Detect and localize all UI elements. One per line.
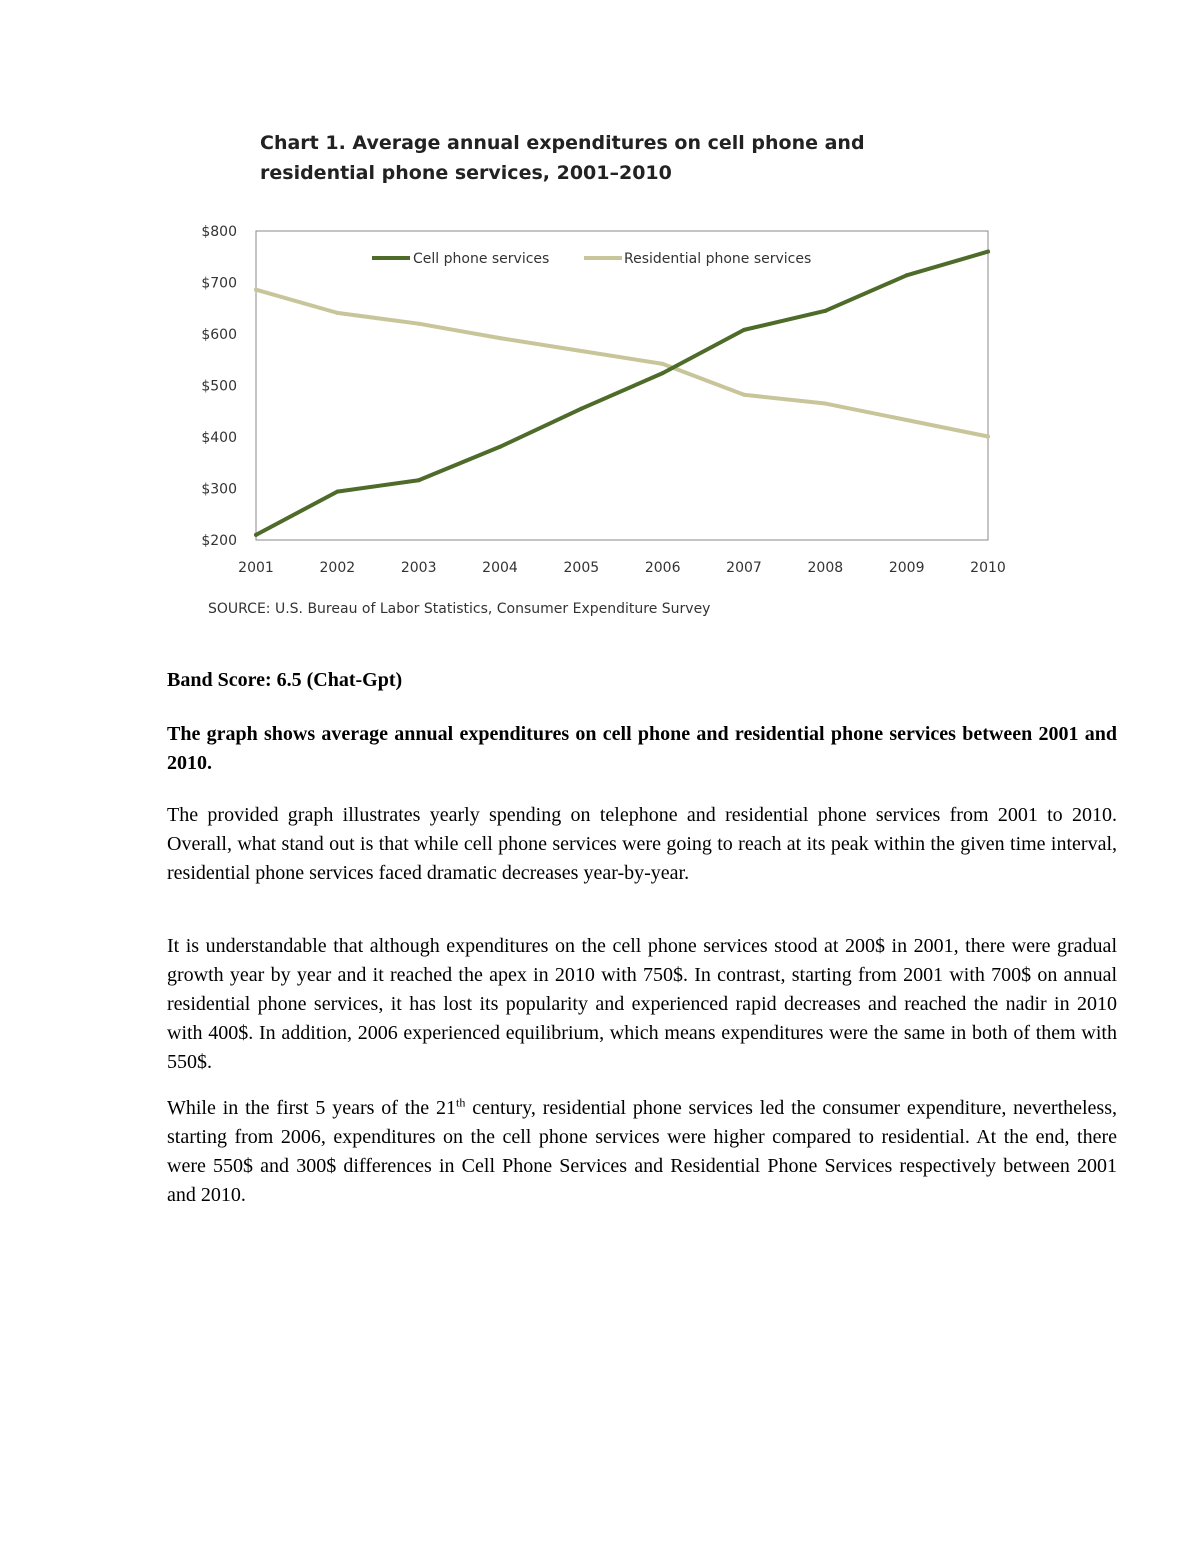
data-point-residential-phone-services xyxy=(417,322,421,326)
y-tick-label: $300 xyxy=(201,481,237,498)
chart-title: Chart 1. Average annual expenditures on cell phone and residential phone services, 2001–2010 xyxy=(260,132,865,184)
band-score-heading: Band Score: 6.5 (Chat-Gpt) xyxy=(167,669,403,691)
y-tick-label: $800 xyxy=(201,224,237,240)
data-point-cell-phone-services xyxy=(986,250,990,254)
legend-label: Cell phone services xyxy=(413,251,550,267)
data-point-residential-phone-services xyxy=(905,418,909,422)
data-point-residential-phone-services xyxy=(254,288,258,292)
series-line-cell-phone-services xyxy=(256,252,988,535)
data-point-residential-phone-services xyxy=(986,434,990,438)
data-point-cell-phone-services xyxy=(742,328,746,332)
chart-source-note: SOURCE: U.S. Bureau of Labor Statistics, Consumer Expenditure Survey xyxy=(208,601,711,617)
essay-paragraph-2: It is understandable that although expenditures on the cell phone services stood at 200$ in 2001, there were gradual growth year by year and it reached the apex in 2010 with 750$. In contrast, starting from 2001 with 700$ on annual residential phone services, it has lost its popularity and experienced rapid decreases and reached the nadir in 2010 with 400$. In addition, 2006 experienced equilibrium, which means expenditures were the same in both of them with 550$. xyxy=(167,935,1117,1073)
data-point-cell-phone-services xyxy=(823,309,827,313)
essay-paragraph-3 xyxy=(167,1094,1117,1210)
legend-label: Residential phone services xyxy=(624,251,812,267)
data-point-cell-phone-services xyxy=(661,371,665,375)
line-chart xyxy=(0,0,1200,640)
x-tick-label: 2003 xyxy=(400,560,437,576)
ordinal-superscript: th xyxy=(456,1095,466,1110)
data-point-residential-phone-services xyxy=(742,393,746,397)
x-tick-label: 2002 xyxy=(319,560,356,576)
y-tick-label: $400 xyxy=(201,430,237,446)
y-tick-label: $600 xyxy=(201,327,237,343)
x-tick-label: 2005 xyxy=(563,560,600,576)
y-tick-label: $200 xyxy=(201,533,237,549)
data-point-cell-phone-services xyxy=(579,407,583,411)
essay-paragraph-1: The provided graph illustrates yearly spending on telephone and residential phone services from 2001 to 2010. Overall, what stand out is that while cell phone services were going to reach at its peak within the given time interval, residential phone services faced dramatic decreases year-by-year. xyxy=(167,804,1117,884)
x-tick-label: 2004 xyxy=(482,560,518,576)
data-point-cell-phone-services xyxy=(335,490,339,494)
x-tick-label: 2006 xyxy=(644,560,681,576)
series-line-residential-phone-services xyxy=(256,290,988,437)
x-tick-label: 2009 xyxy=(888,560,925,576)
x-tick-label: 2007 xyxy=(726,560,762,576)
task-prompt: The graph shows average annual expenditures on cell phone and residential phone services between 2001 and 2010. xyxy=(167,723,1117,774)
data-point-residential-phone-services xyxy=(498,336,502,340)
plot-area-frame xyxy=(256,231,988,540)
data-point-residential-phone-services xyxy=(661,362,665,366)
data-point-cell-phone-services xyxy=(498,445,502,449)
x-tick-label: 2008 xyxy=(807,560,844,576)
essay-paragraph-3-part-2: century, residential phone services led the consumer expenditure, nevertheless, starting from 2006, expenditures on the cell phone services were higher compared to residential. At the end, there were 550$ and 300$ differences in Cell Phone Services and Residential Phone Services respectively between 2001 and 2010. xyxy=(167,1097,1117,1206)
data-point-cell-phone-services xyxy=(905,273,909,277)
x-tick-label: 2001 xyxy=(238,560,274,576)
data-point-cell-phone-services xyxy=(417,478,421,482)
y-tick-label: $500 xyxy=(201,378,237,395)
essay-paragraph-3-part-1: While in the first 5 years of the 21 xyxy=(167,1097,457,1119)
y-tick-label: $700 xyxy=(201,275,237,292)
data-point-residential-phone-services xyxy=(335,311,339,315)
data-point-residential-phone-services xyxy=(579,349,583,353)
data-point-residential-phone-services xyxy=(823,402,827,406)
data-point-cell-phone-services xyxy=(254,533,258,537)
x-tick-label: 2010 xyxy=(970,560,1006,576)
